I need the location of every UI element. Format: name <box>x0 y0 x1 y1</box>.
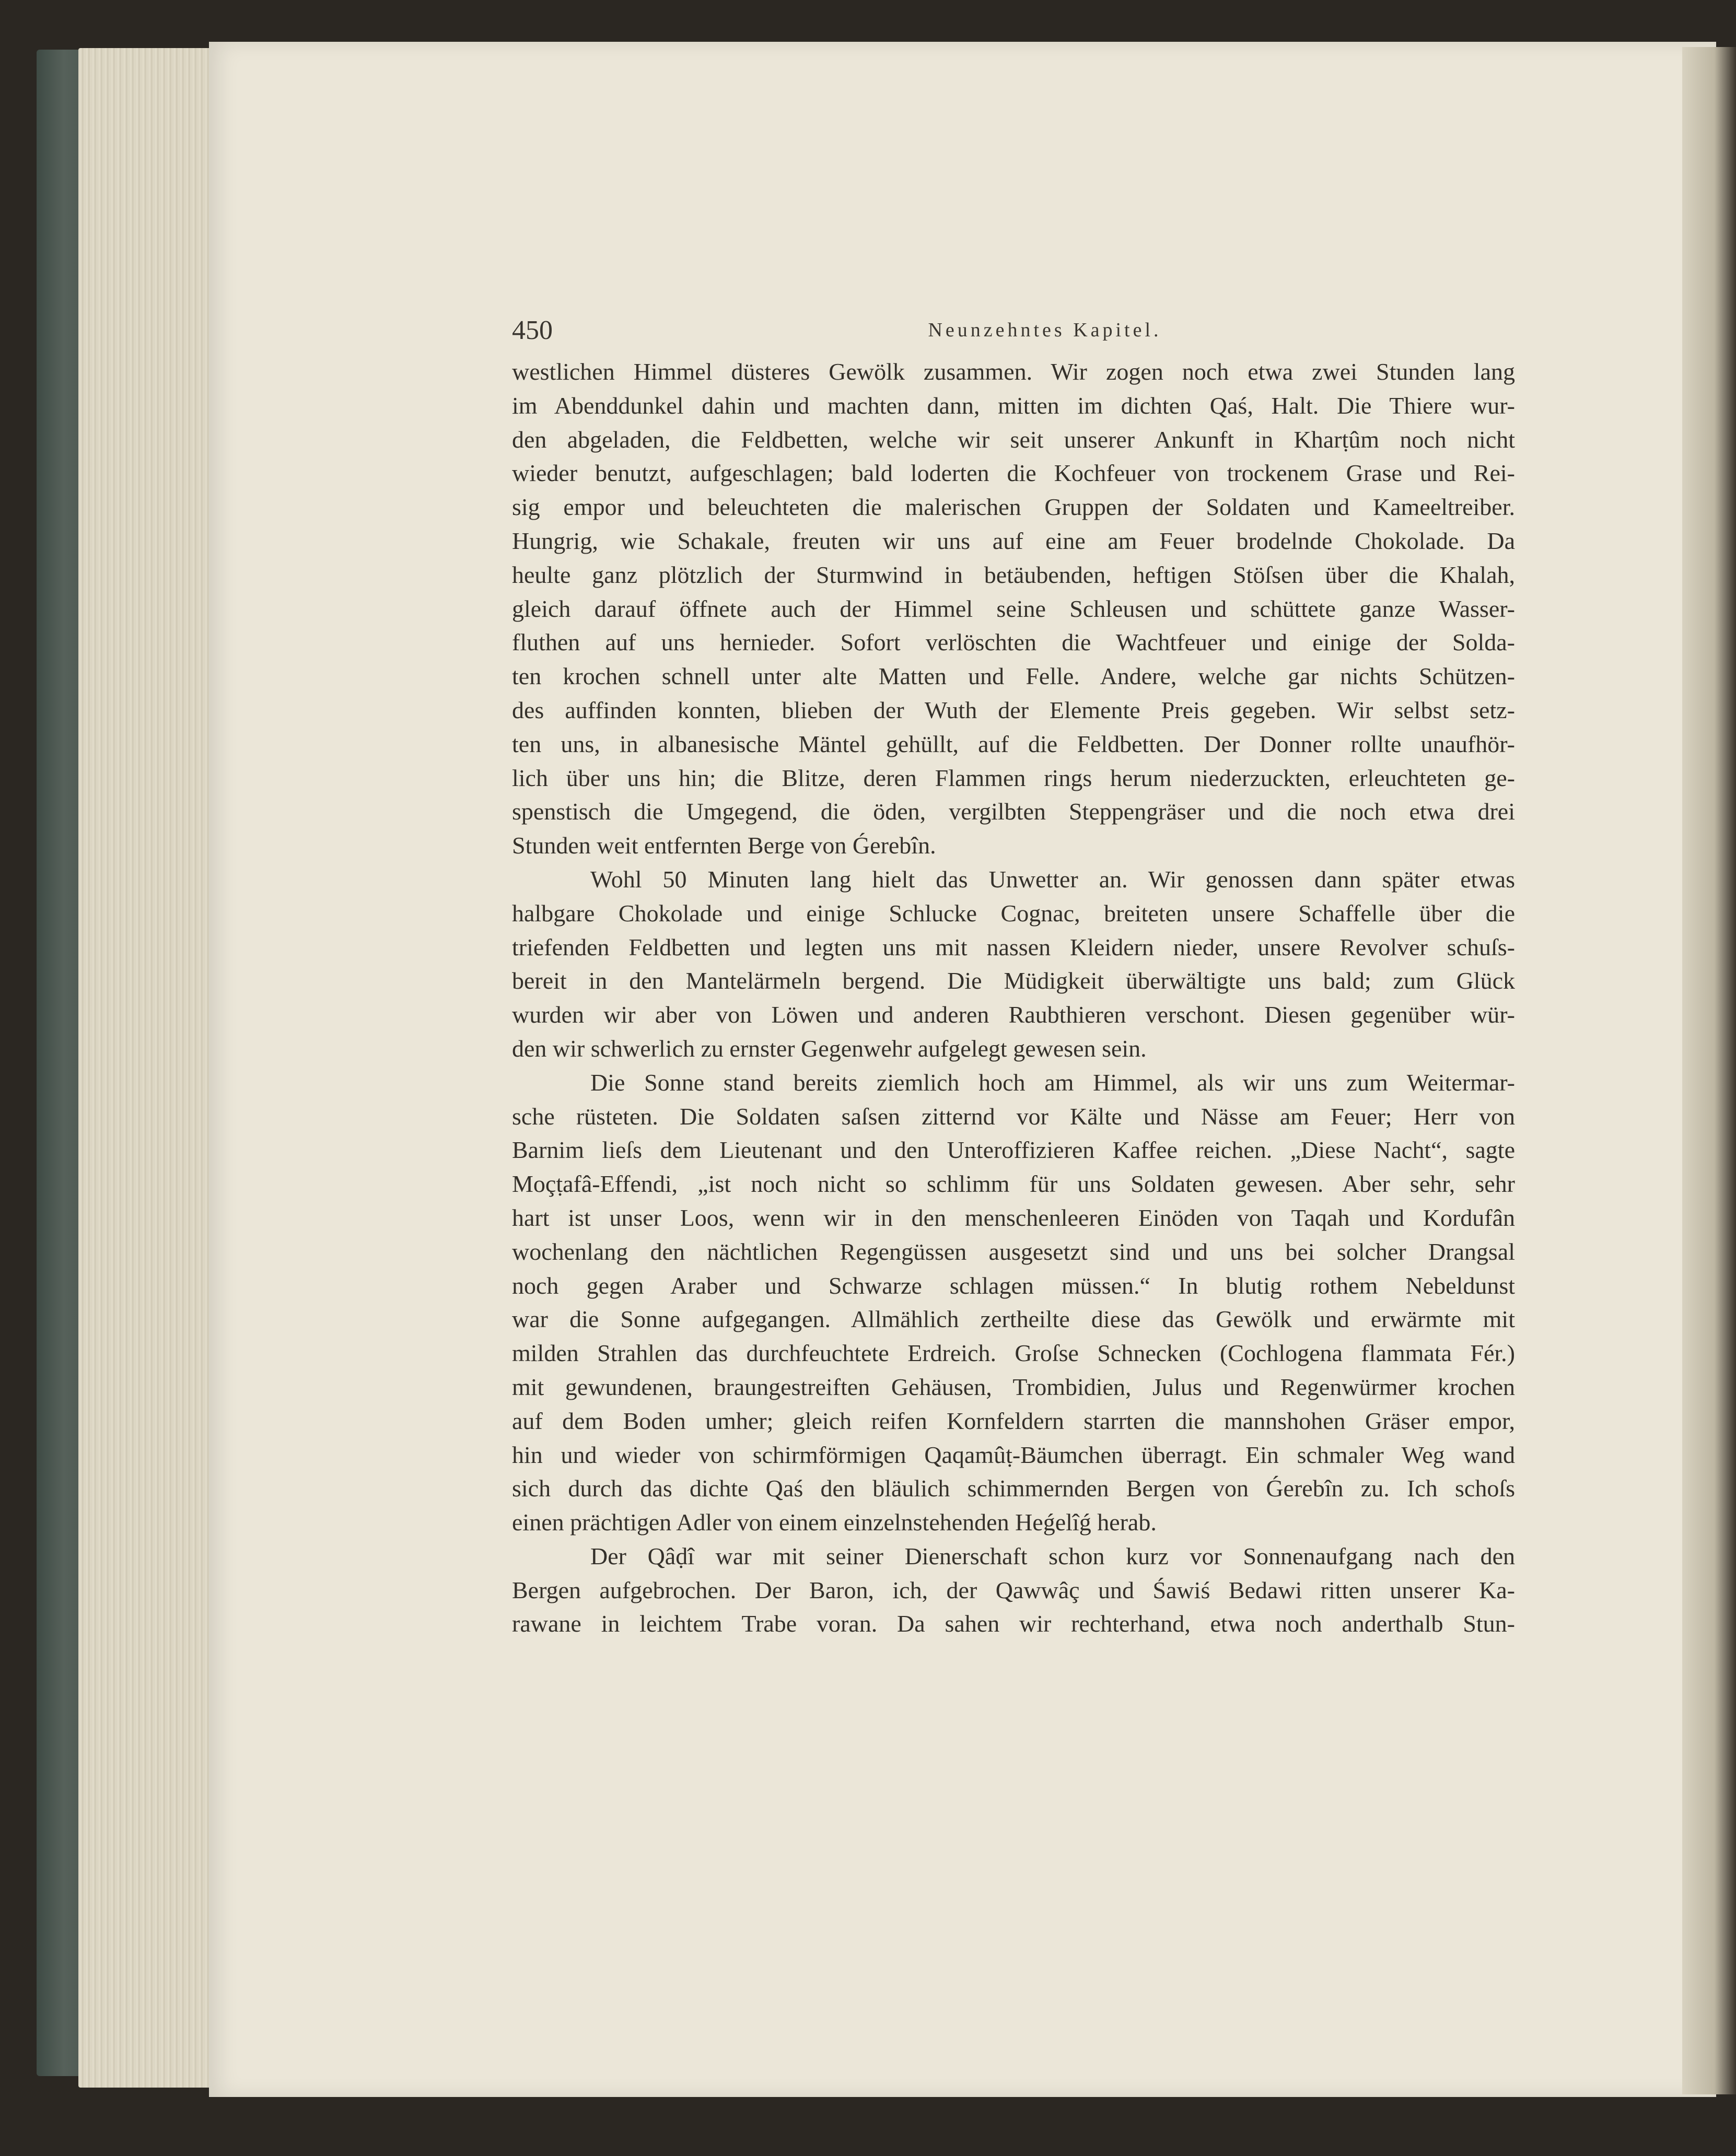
chapter-title: Neunzehntes Kapitel. <box>928 319 1162 341</box>
page-header <box>512 312 1515 349</box>
text-line: Hungrig, wie Schakale, freuten wir uns auf eine am Feuer brodelnde Chokolade. Da <box>512 527 1515 554</box>
text-line: spenstisch die Umgegend, die öden, vergilbten Steppengräser und die noch etwa drei <box>512 798 1515 825</box>
text-line: wurden wir aber von Löwen und anderen Raubthieren verschont. Diesen gegenüber wür- <box>512 1001 1515 1028</box>
text-line: Wohl 50 Minuten lang hielt das Unwetter an. Wir genossen dann später etwas <box>590 865 1515 893</box>
text-line: heulte ganz plötzlich der Sturmwind in betäubenden, heftigen Stöſsen über die Khalah, <box>512 561 1515 588</box>
text-line: den abgeladen, die Feldbetten, welche wir seit unserer Ankunft in Kharṭûm noch nicht <box>512 426 1515 453</box>
page-edges <box>78 48 230 2088</box>
text-line: fluthen auf uns hernieder. Sofort verlöschten die Wachtfeuer und einige der Solda- <box>512 629 1515 656</box>
text-line: Der Qâḍî war mit seiner Dienerschaft schon kurz vor Sonnenaufgang nach den <box>590 1542 1515 1569</box>
text-line: westlichen Himmel düsteres Gewölk zusammen. Wir zogen noch etwa zwei Stunden lang <box>512 358 1515 385</box>
text-line: auf dem Boden umher; gleich reifen Kornfeldern starrten die mannshohen Gräser empor, <box>512 1407 1515 1434</box>
text-line: bereit in den Mantelärmeln bergend. Die Müdigkeit überwältigte uns bald; zum Glück <box>512 967 1515 994</box>
text-line: sich durch das dichte Qaś den bläulich schimmernden Bergen von Ǵerebîn zu. Ich schoſs <box>512 1475 1515 1502</box>
text-line: Die Sonne stand bereits ziemlich hoch am Himmel, als wir uns zum Weitermar- <box>590 1069 1515 1096</box>
text-line: rawane in leichtem Trabe voran. Da sahen wir rechterhand, etwa noch anderthalb Stun- <box>512 1610 1515 1637</box>
text-line: ten krochen schnell unter alte Matten und Felle. Andere, welche gar nichts Schützen- <box>512 663 1515 690</box>
text-line: ten uns, in albanesische Mäntel gehüllt, auf die Feldbetten. Der Donner rollte unaufhör- <box>512 730 1515 757</box>
text-line: Stunden weit entfernten Berge von Ǵerebîn. <box>512 832 936 859</box>
text-line: Bergen aufgebrochen. Der Baron, ich, der Qawwâç und Śawiś Bedawi ritten unserer Ka- <box>512 1576 1515 1603</box>
text-line: wieder benutzt, aufgeschlagen; bald loderten die Kochfeuer von trockenem Grase und Rei- <box>512 460 1515 487</box>
text-line: des auffinden konnten, blieben der Wuth der Elemente Preis gegeben. Wir selbst setz- <box>512 696 1515 723</box>
text-line: triefenden Feldbetten und legten uns mit nassen Kleidern nieder, unsere Revolver schuſs- <box>512 933 1515 960</box>
text-line: hart ist unser Loos, wenn wir in den menschenleeren Einöden von Taqah und Kordufân <box>512 1204 1515 1231</box>
text-line: einen prächtigen Adler von einem einzelnstehenden Heǵelîǵ herab. <box>512 1509 1157 1536</box>
text-line: milden Strahlen das durchfeuchtete Erdreich. Groſse Schnecken (Cochlogena flammata Fér.) <box>512 1340 1515 1367</box>
text-line: im Abenddunkel dahin und machten dann, mitten im dichten Qaś, Halt. Die Thiere wur- <box>512 392 1515 419</box>
text-line: sche rüsteten. Die Soldaten saſsen zitternd vor Kälte und Nässe am Feuer; Herr von <box>512 1103 1515 1130</box>
text-line: den wir schwerlich zu ernster Gegenwehr aufgelegt gewesen sein. <box>512 1035 1147 1062</box>
facing-page-edge <box>1682 47 1736 2094</box>
text-line: hin und wieder von schirmförmigen Qaqamûṭ-Bäumchen überragt. Ein schmaler Weg wand <box>512 1441 1515 1468</box>
text-line: Moçṭafâ-Effendi, „ist noch nicht so schlimm für uns Soldaten gewesen. Aber sehr, sehr <box>512 1170 1515 1198</box>
text-line: lich über uns hin; die Blitze, deren Flammen rings herum niederzuckten, erleuchteten ge- <box>512 764 1515 791</box>
text-line: halbgare Chokolade und einige Schlucke Cognac, breiteten unsere Schaffelle über die <box>512 899 1515 927</box>
text-line: Barnim lieſs dem Lieutenant und den Unteroffizieren Kaffee reichen. „Diese Nacht“, sagte <box>512 1136 1515 1164</box>
text-line: sig empor und beleuchteten die malerischen Gruppen der Soldaten und Kameeltreiber. <box>512 494 1515 521</box>
text-line: war die Sonne aufgegangen. Allmählich zertheilte diese das Gewölk und erwärmte mit <box>512 1306 1515 1333</box>
page-number: 450 <box>512 315 553 345</box>
text-line: wochenlang den nächtlichen Regengüssen ausgesetzt sind und uns bei solcher Drangsal <box>512 1238 1515 1265</box>
text-line: gleich darauf öffnete auch der Himmel seine Schleusen und schüttete ganze Wasser- <box>512 595 1515 622</box>
body-text <box>512 355 1515 1641</box>
text-line: mit gewundenen, braungestreiften Gehäusen, Trombidien, Julus und Regenwürmer krochen <box>512 1373 1515 1400</box>
text-line: noch gegen Araber und Schwarze schlagen müssen.“ In blutig rothem Nebeldunst <box>512 1272 1515 1299</box>
